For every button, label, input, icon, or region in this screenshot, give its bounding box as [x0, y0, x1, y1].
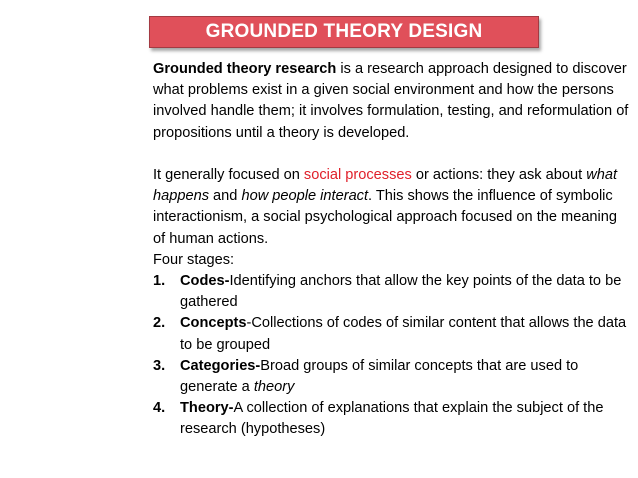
- slide-body: [153, 59, 629, 441]
- stage-number: 4.: [153, 400, 166, 417]
- stage-number: 3.: [153, 357, 166, 374]
- social-processes-highlight: social processes: [303, 167, 412, 183]
- stage-term: Categories-: [180, 357, 261, 374]
- stage-item-categories: [153, 356, 629, 398]
- intro-term: Grounded theory research: [153, 61, 337, 77]
- focus-text-2: or actions: they ask about: [411, 167, 587, 183]
- stage-item-concepts: [153, 313, 629, 355]
- stage-description: Broad groups of similar concepts that are used to generate a: [180, 357, 579, 396]
- intro-paragraph: [153, 59, 629, 144]
- focus-text-3: and: [209, 188, 242, 205]
- stage-term: Concepts: [180, 315, 247, 332]
- stage-term: Codes-: [180, 273, 230, 290]
- what-happens-phrase: what happens: [153, 167, 618, 205]
- stage-number: 2.: [153, 315, 166, 332]
- theory-word: theory: [253, 379, 295, 396]
- focus-paragraph: [153, 165, 629, 250]
- focus-text-1: It generally focused on: [153, 167, 304, 183]
- paragraph-gap: [153, 144, 629, 165]
- stage-term: Theory-: [180, 400, 234, 417]
- title-banner: [149, 16, 539, 48]
- focus-text-4: . This shows the influence of symbolic interactionism, a social psychological approach focused on the meaning of human actions.: [153, 188, 618, 247]
- stage-item-theory: [153, 398, 629, 440]
- how-people-interact-phrase: how people interact: [241, 188, 369, 205]
- stage-description: Identifying anchors that allow the key points of the data to be gathered: [180, 273, 622, 311]
- stage-description: A collection of explanations that explain the subject of the research (hypotheses): [180, 400, 604, 438]
- intro-text: is a research approach designed to discover what problems exist in a given social environment and how the persons involved handle them; it involves formulation, testing, and reformulation of propositions until a theory is developed.: [153, 61, 629, 141]
- stage-number: 1.: [153, 273, 166, 290]
- stage-item-codes: [153, 271, 629, 313]
- stages-list: [153, 271, 629, 441]
- slide-title: GROUNDED THEORY DESIGN: [205, 21, 483, 42]
- stage-description: -Collections of codes of similar content that allows the data to be grouped: [180, 315, 627, 353]
- stages-label: Four stages:: [153, 251, 235, 268]
